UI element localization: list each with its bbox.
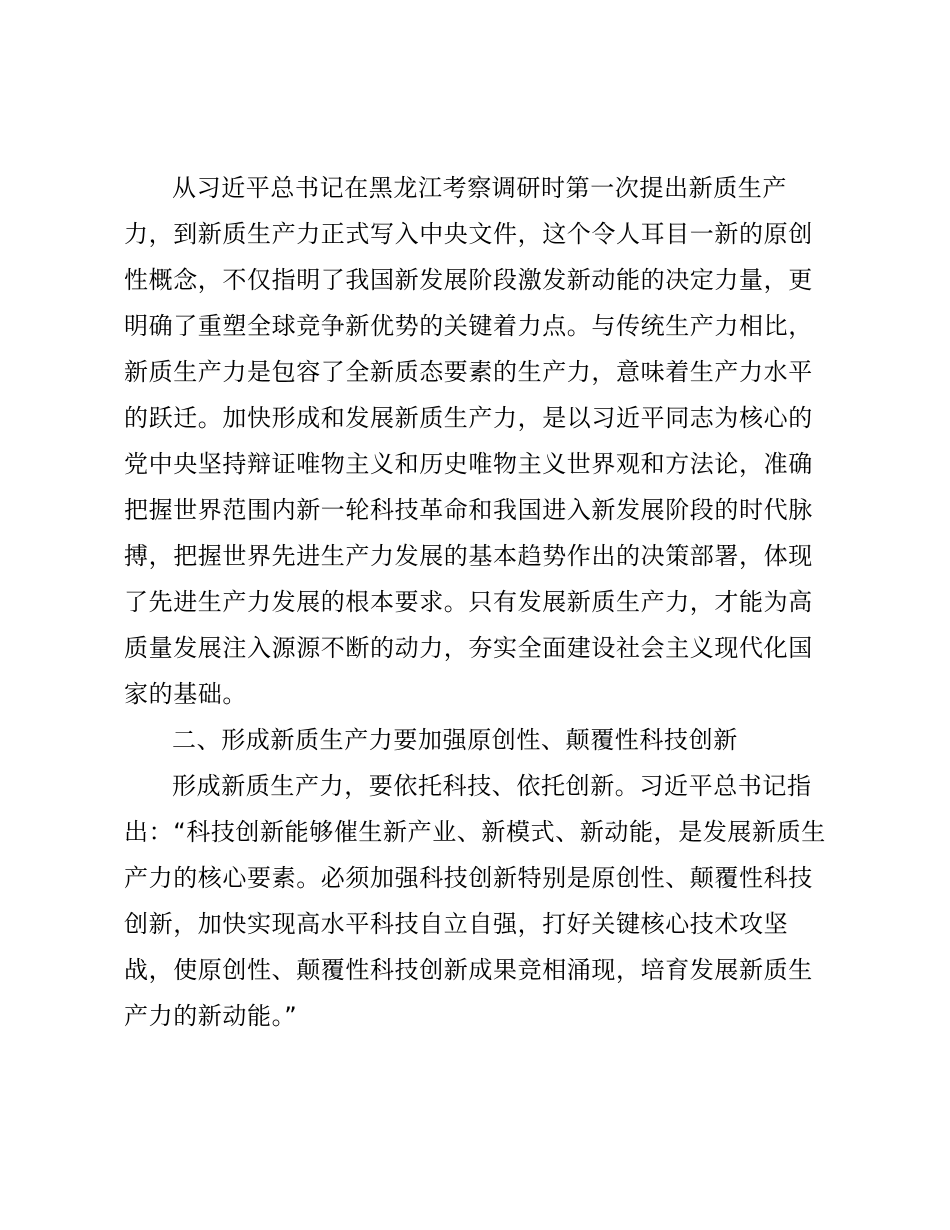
- paragraph-1-line: 把握世界范围内新一轮科技革命和我国进入新发展阶段的时代脉: [124, 496, 813, 524]
- paragraph-1-line: 性概念，不仅指明了我国新发展阶段激发新动能的决定力量，更: [124, 266, 813, 294]
- paragraph-2-line: 创新，加快实现高水平科技自立自强，打好关键核心技术攻坚: [124, 910, 789, 938]
- paragraph-1-line: 党中央坚持辩证唯物主义和历史唯物主义世界观和方法论，准确: [124, 450, 813, 478]
- paragraph-1-line: 新质生产力是包容了全新质态要素的生产力，意味着生产力水平: [124, 358, 813, 386]
- paragraph-2-line: 形成新质生产力，要依托科技、依托创新。习近平总书记指: [172, 772, 812, 800]
- paragraph-1-line: 质量发展注入源源不断的动力，夯实全面建设社会主义现代化国: [124, 634, 813, 662]
- paragraph-1-line: 明确了重塑全球竞争新优势的关键着力点。与传统生产力相比，: [124, 312, 813, 340]
- paragraph-2-line: 产力的核心要素。必须加强科技创新特别是原创性、颠覆性科技: [124, 864, 813, 892]
- paragraph-1-line: 家的基础。: [124, 680, 247, 708]
- paragraph-2-line: 产力的新动能。”: [124, 1002, 298, 1030]
- paragraph-1-line: 搏，把握世界先进生产力发展的基本趋势作出的决策部署，体现: [124, 542, 813, 570]
- paragraph-2-line: 出：“科技创新能够催生新产业、新模式、新动能，是发展新质生: [124, 818, 826, 846]
- section-heading: 二、形成新质生产力要加强原创性、颠覆性科技创新: [172, 726, 738, 754]
- paragraph-1-line: 了先进生产力发展的根本要求。只有发展新质生产力，才能为高: [124, 588, 813, 616]
- paragraph-2-line: 战，使原创性、颠覆性科技创新成果竞相涌现，培育发展新质生: [124, 956, 813, 984]
- paragraph-1-line: 的跃迁。加快形成和发展新质生产力，是以习近平同志为核心的: [124, 404, 813, 432]
- paragraph-1-line: 从习近平总书记在黑龙江考察调研时第一次提出新质生产: [172, 174, 787, 202]
- paragraph-1-line: 力，到新质生产力正式写入中央文件，这个令人耳目一新的原创: [124, 220, 813, 248]
